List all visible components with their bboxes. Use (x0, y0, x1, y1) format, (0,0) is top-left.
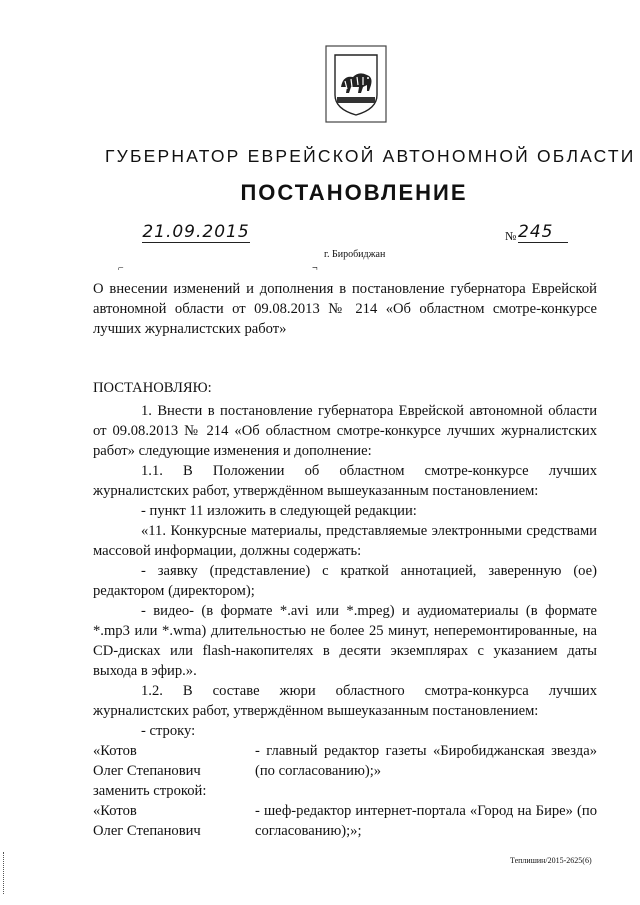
document-date: 21.09.2015 (142, 222, 250, 242)
new-member-role: - шеф-редактор интернет-портала «Город на Бире» (по согласованию);»; (255, 803, 597, 839)
new-member-name-2: Олег Степанович (93, 823, 201, 839)
paragraph-application: - заявку (представление) с краткой аннотацией, заверенную (ое) редактором (директором); (93, 563, 597, 599)
coat-of-arms-emblem (323, 43, 389, 125)
corner-mark-left: ⌐ (118, 263, 124, 274)
paragraph-1-2: 1.2. В составе жюри областного смотра-конкурса лучших журналистских работ, утверждённом вышеуказанным постановлением: (93, 683, 597, 719)
paragraph-item-11-text: «11. Конкурсные материалы, представляемые электронными средствами массовой информации, должны содержать: (93, 523, 597, 559)
city-label: г. Биробиджан (324, 249, 386, 260)
margin-scan-mark (3, 852, 5, 894)
corner-mark-right: ¬ (312, 263, 318, 274)
document-subject: О внесении изменений и дополнения в постановление губернатора Еврейской автономной области от 09.08.2013 № 214 «Об областном смотре-конкурсе лучших журналистских работ» (93, 281, 597, 337)
new-member-name-1: «Котов (93, 803, 137, 819)
paragraph-media: - видео- (в формате *.avi или *.mpeg) и аудиоматериалы (в формате *.mp3 или *.wma) длительностью не более 25 минут, неперемонтированные, на CD-дисках или flash-накопителях в десяти экземплярах с указанием даты выхода в эфир.». (93, 603, 597, 679)
number-sign: № (505, 229, 517, 243)
paragraph-1-1: 1.1. В Положении об областном смотре-конкурсе лучших журналистских работ, утверждённом вышеуказанным постановлением: (93, 463, 597, 499)
decree-word: ПОСТАНОВЛЯЮ: (93, 380, 212, 396)
authority-title: ГУБЕРНАТОР ЕВРЕЙСКОЙ АВТОНОМНОЙ ОБЛАСТИ (105, 146, 636, 166)
old-member-role: - главный редактор газеты «Биробиджанская звезда» (по согласованию);» (255, 743, 597, 779)
paragraph-line-label: - строку: (141, 723, 196, 739)
document-number: 245 (518, 222, 568, 243)
paragraph-1: 1. Внести в постановление губернатора Еврейской автономной области от 09.08.2013 № 214 «Об областном смотре-конкурсе лучших журналистских работ» следующие изменения и дополнение: (93, 403, 597, 459)
old-member-name-2: Олег Степанович (93, 763, 201, 779)
replace-label: заменить строкой: (93, 783, 207, 799)
document-type-title: ПОСТАНОВЛЕНИЕ (240, 180, 468, 205)
paragraph-item-11: - пункт 11 изложить в следующей редакции: (141, 503, 417, 519)
old-member-name-1: «Котов (93, 743, 137, 759)
document-footer-code: Теплишин/2015-2625(6) (510, 856, 592, 865)
